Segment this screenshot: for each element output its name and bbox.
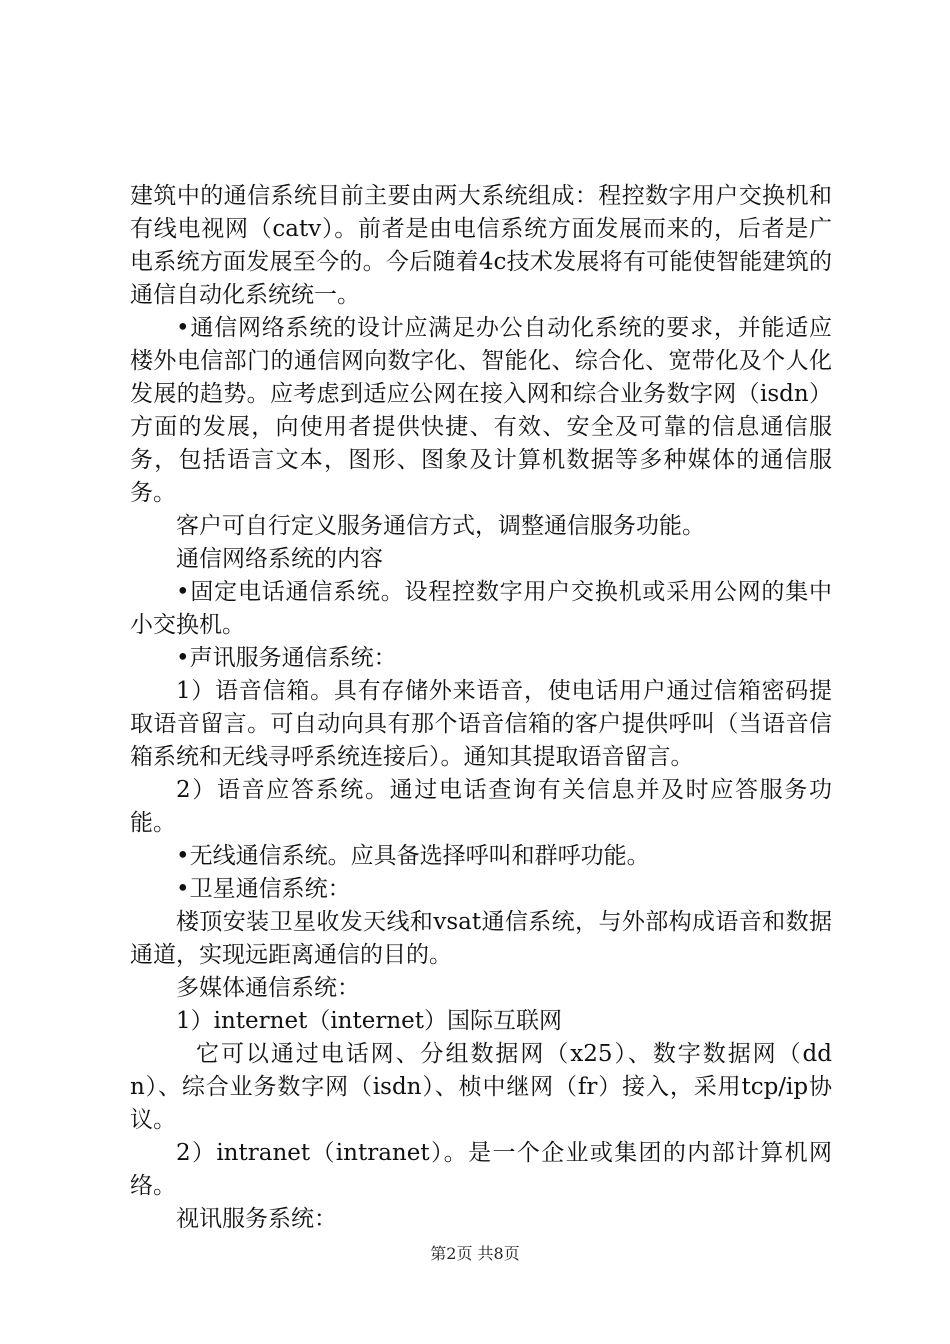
paragraph-internet: 1）internet（internet）国际互联网 <box>176 1008 563 1034</box>
paragraph-intro: 建筑中的通信系统目前主要由两大系统组成：程控数字用户交换机和有线电视网（catv）。前者是由电信系统方面发展而来的，后者是广电系统方面发展至今的。今后随着4c技术发展将有可能使智能建筑的通信自动化系统统一。 <box>130 183 832 308</box>
paragraph-intranet: 2）intranet（intranet）。是一个企业或集团的内部计算机网络。 <box>130 1140 832 1199</box>
paragraph-satellite-detail: 楼顶安装卫星收发天线和vsat通信系统，与外部构成语音和数据通道，实现远距离通信的目的。 <box>130 909 832 968</box>
paragraph-wireless: •无线通信系统。应具备选择呼叫和群呼功能。 <box>176 843 650 869</box>
paragraph-satellite: •卫星通信系统： <box>176 876 351 902</box>
paragraph-voice-mailbox: 1）语音信箱。具有存储外来语音，使电话用户通过信箱密码提取语音留言。可自动向具有那个语音信箱的客户提供呼叫（当语音信箱系统和无线寻呼系统连接后）。通知其提取语音留言。 <box>130 678 832 770</box>
document-body <box>130 180 832 1236</box>
paragraph-voice-response: 2）语音应答系统。通过电话查询有关信息并及时应答服务功能。 <box>130 777 832 836</box>
paragraph-custom-service: 客户可自行定义服务通信方式，调整通信服务功能。 <box>176 513 705 539</box>
paragraph-video-service: 视讯服务系统： <box>176 1206 337 1232</box>
page-number-footer: 第2页 共8页 <box>430 1244 520 1263</box>
paragraph-fixed-phone: •固定电话通信系统。设程控数字用户交换机或采用公网的集中小交换机。 <box>130 579 832 638</box>
paragraph-multimedia: 多媒体通信系统： <box>176 975 360 1001</box>
paragraph-network-content-heading: 通信网络系统的内容 <box>176 546 383 572</box>
paragraph-network-design: •通信网络系统的设计应满足办公自动化系统的要求，并能适应楼外电信部门的通信网向数字化、智能化、综合化、宽带化及个人化发展的趋势。应考虑到适应公网在接入网和综合业务数字网（isdn）方面的发展，向使用者提供快捷、有效、安全及可靠的信息通信服务，包括语言文本，图形、图象及计算机数据等多种媒体的通信服务。 <box>130 315 832 506</box>
paragraph-voice-service: •声讯服务通信系统： <box>176 645 397 671</box>
paragraph-internet-detail: 它可以通过电话网、分组数据网（x25）、数字数据网（ddn）、综合业务数字网（isdn）、桢中继网（fr）接入，采用tcp/ip协议。 <box>130 1041 832 1133</box>
